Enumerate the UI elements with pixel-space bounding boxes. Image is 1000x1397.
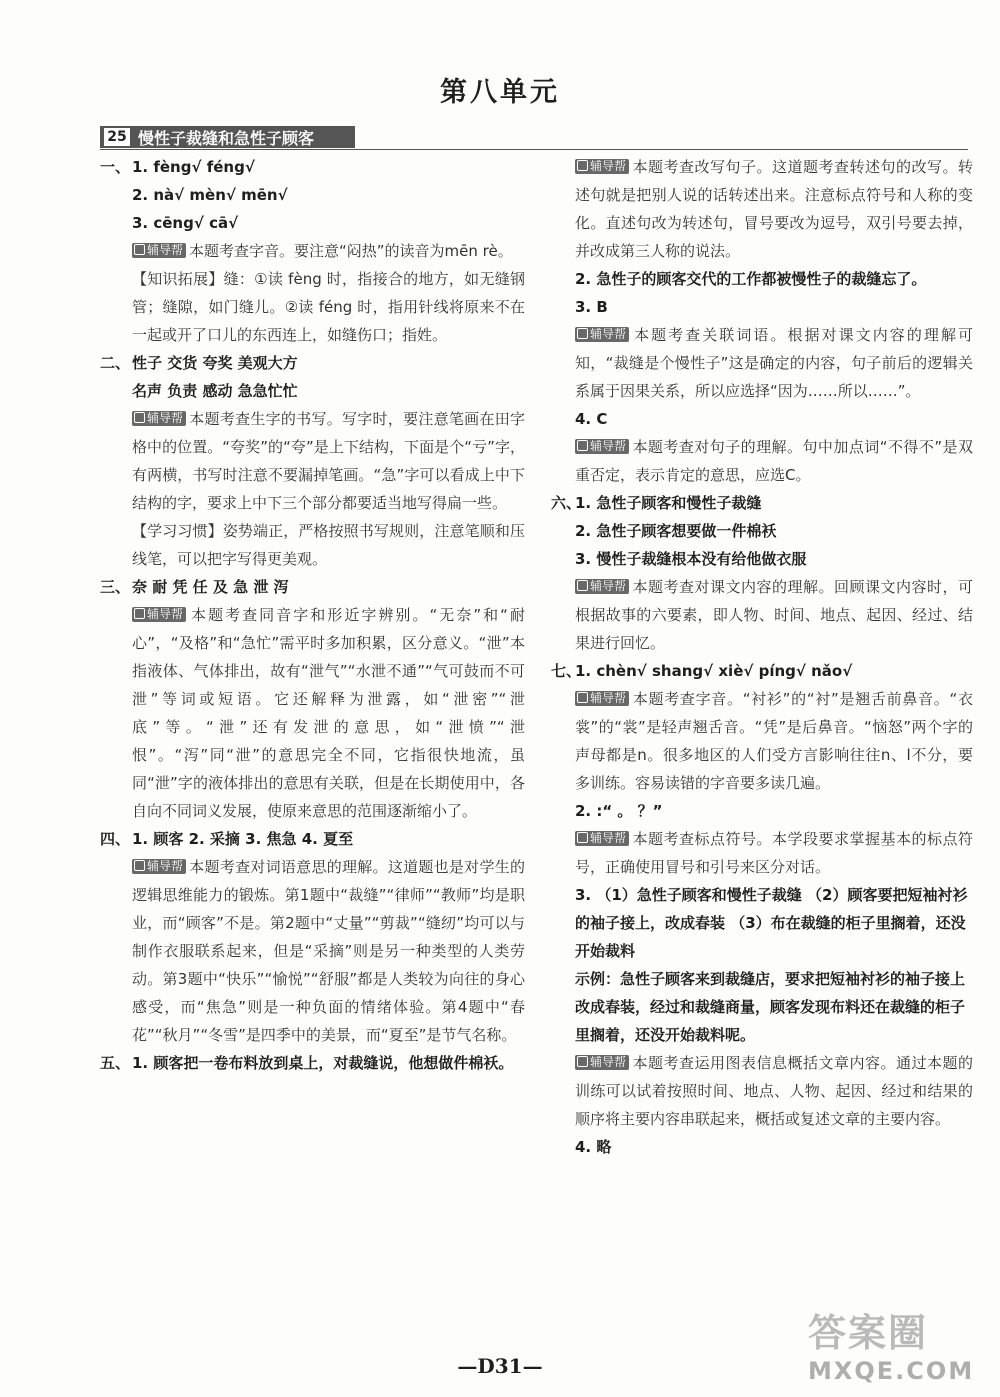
section-label: 一、 — [100, 158, 131, 176]
lesson-header — [100, 126, 355, 148]
left-column — [100, 153, 525, 1077]
tutor-tag: 辅导帮 — [132, 411, 186, 426]
book-icon — [577, 328, 588, 339]
explanation: 辅导帮 本题考查标点符号。本学段要求掌握基本的标点符号，正确使用冒号和引号来区分对话。 — [575, 830, 973, 876]
answer: 1. 急性子顾客和慢性子裁缝 — [575, 494, 762, 512]
right-column — [551, 153, 973, 1161]
explanation: 辅导帮 本题考查生字的书写。写字时，要注意笔画在田字格中的位置。“夸奖”的“夸”是上下结构，下面是个“亏”字，有两横，书写时注意不要漏掉笔画。“急”字可以看成上中下结构的字，要求上中下三个部分都要适当地写得扁一些。 — [132, 410, 525, 512]
section-label: 七、 — [551, 662, 582, 680]
section-4 — [100, 825, 525, 853]
example-answer: 示例：急性子顾客来到裁缝店，要求把短袖衬衫的袖子接上改成春装，经过和裁缝商量，顾客发现布料还在裁缝的柜子里搁着，还没开始裁料呢。 — [575, 970, 966, 1044]
explanation: 辅导帮 本题考查字音。要注意“闷热”的读音为mēn rè。 — [100, 237, 525, 265]
tutor-tag: 辅导帮 — [132, 607, 186, 622]
section-label: 二、 — [100, 354, 131, 372]
explanation: 辅导帮 本题考查对课文内容的理解。回顾课文内容时，可根据故事的六要素，即人物、时间、地点、起因、经过、结果进行回忆。 — [575, 578, 973, 652]
study-habit: 【学习习惯】姿势端正，严格按照书写规则，注意笔顺和压线笔，可以把字写得更美观。 — [132, 522, 525, 568]
answer: 2. 急性子顾客想要做一件棉袄 — [575, 522, 777, 540]
section-2 — [100, 349, 525, 377]
section-7 — [551, 657, 973, 685]
book-icon — [577, 160, 588, 171]
book-icon — [134, 412, 145, 423]
book-icon — [577, 440, 588, 451]
answer: 3. cēng√ cā√ — [132, 214, 239, 232]
explanation: 辅导帮 本题考查对词语意思的理解。这道题也是对学生的逻辑思维能力的锻炼。第1题中“裁缝”“律师”“教师”均是职业，而“顾客”不是。第2题中“丈量”“剪裁”“缝纫”均可以与制作衣服联系起来，但是“采摘”则是另一种类型的人类劳动。第3题中“快乐”“愉悦”“舒服”都是人类较为向往的身心感受，而“焦急”则是一种负面的情绪体验。第4题中“春花”“秋月”“冬雪”是四季中的美景，而“夏至”是节气名称。 — [132, 858, 525, 1044]
answer: 奈 耐 凭 任 及 急 泄 泻 — [132, 578, 289, 596]
tutor-tag: 辅导帮 — [575, 159, 629, 174]
answer: 1. 顾客 2. 采摘 3. 焦急 4. 夏至 — [132, 830, 354, 848]
explanation: 辅导帮 本题考查对句子的理解。句中加点词“不得不”是双重否定，表示肯定的意思，应选C。 — [575, 438, 973, 484]
section-5 — [100, 1049, 525, 1077]
watermark-logo: 答案圈 — [808, 1311, 929, 1355]
page-number: —D31— — [457, 1354, 543, 1378]
watermark-url: MXQE.COM — [808, 1357, 975, 1385]
answer: 1. chèn√ shang√ xiè√ píng√ nǎo√ — [575, 662, 853, 680]
book-icon — [134, 244, 145, 255]
book-icon — [134, 860, 145, 871]
explanation: 辅导帮 本题考查字音。“衬衫”的“衬”是翘舌前鼻音。“衣裳”的“裳”是轻声翘舌音。“凭”是后鼻音。“恼怒”两个字的声母都是n。很多地区的人们受方言影响往往n、l不分，要多训练。容易读错的字音要多读几遍。 — [575, 690, 973, 792]
tutor-tag: 辅导帮 — [575, 327, 629, 342]
section-6 — [551, 489, 973, 517]
answer: 3. B — [575, 298, 608, 316]
tutor-tag: 辅导帮 — [132, 243, 186, 258]
tutor-tag: 辅导帮 — [575, 439, 629, 454]
tutor-tag: 辅导帮 — [575, 579, 629, 594]
explanation: 辅导帮 本题考查关联词语。根据对课文内容的理解可知，“裁缝是个慢性子”这是确定的内容，句子前后的逻辑关系属于因果关系，所以应选择“因为……所以……”。 — [575, 326, 973, 400]
book-icon — [577, 832, 588, 843]
answer: 2. nà√ mèn√ mēn√ — [132, 186, 288, 204]
answer: 1. 顾客把一卷布料放到桌上，对裁缝说，他想做件棉袄。 — [132, 1054, 514, 1072]
answer: 4. C — [575, 410, 608, 428]
knowledge-extension: 【知识拓展】缝：①读 fèng 时，指接合的地方，如无缝钢管；缝隙，如门缝儿。②读 féng 时，指用针线将原来不在一起或开了口儿的东西连上，如缝伤口；指姓。 — [132, 270, 525, 344]
header-rule — [100, 149, 968, 150]
tutor-tag: 辅导帮 — [575, 831, 629, 846]
tutor-tag: 辅导帮 — [575, 1055, 629, 1070]
answer: 2. 急性子的顾客交代的工作都被慢性子的裁缝忘了。 — [575, 270, 927, 288]
book-icon — [577, 692, 588, 703]
book-icon — [134, 608, 145, 619]
section-label: 四、 — [100, 830, 131, 848]
answer: 2. :“ 。 ？” — [575, 802, 663, 820]
explanation: 辅导帮 本题考查运用图表信息概括文章内容。通过本题的训练可以试着按照时间、地点、人物、起因、经过和结果的顺序将主要内容串联起来，概括或复述文章的主要内容。 — [575, 1054, 973, 1128]
section-1 — [100, 153, 525, 181]
answer: 3. （1）急性子顾客和慢性子裁缝 （2）顾客要把短袖衬衫的袖子接上，改成春装 （3）布在裁缝的柜子里搁着，还没开始裁料 — [575, 886, 968, 960]
answer: 性子 交货 夸奖 美观大方 — [132, 354, 298, 372]
answer: 名声 负责 感动 急急忙忙 — [132, 382, 298, 400]
book-icon — [577, 580, 588, 591]
explanation: 辅导帮 本题考查同音字和形近字辨别。“无奈”和“耐心”，“及格”和“急忙”需平时多加积累，区分意义。“泄”本指液体、气体排出，故有“泄气”“水泄不通”“气可鼓而不可泄”等词或短语。它还解释为泄露，如“泄密”“泄底”等。“泄”还有发泄的意思，如“泄愤”“泄恨”。“泻”同“泄”的意思完全不同，它指很快地流，虽同“泄”字的液体排出的意思有关联，但是在长期使用中，各自向不同词义发展，使原来意思的范围逐渐缩小了。 — [132, 606, 525, 820]
section-label: 五、 — [100, 1054, 131, 1072]
answer: 3. 慢性子裁缝根本没有给他做衣服 — [575, 550, 807, 568]
book-icon — [577, 1056, 588, 1067]
tutor-tag: 辅导帮 — [575, 691, 629, 706]
explanation: 辅导帮 本题考查改写句子。这道题考查转述句的改写。转述句就是把别人说的话转述出来。注意标点符号和人称的变化。直述句改为转述句，冒号要改为逗号，双引号要去掉，并改成第三人称的说法。 — [575, 158, 973, 260]
lesson-title: 慢性子裁缝和急性子顾客 — [138, 128, 315, 148]
answer: 4. 略 — [575, 1138, 612, 1156]
lesson-number: 25 — [104, 128, 130, 146]
watermark — [808, 1302, 998, 1390]
section-label: 六、 — [551, 494, 582, 512]
section-label: 三、 — [100, 578, 131, 596]
section-3 — [100, 573, 525, 601]
answer: 1. fèng√ féng√ — [132, 158, 255, 176]
tutor-tag: 辅导帮 — [132, 859, 186, 874]
unit-title: 第八单元 — [440, 77, 560, 108]
